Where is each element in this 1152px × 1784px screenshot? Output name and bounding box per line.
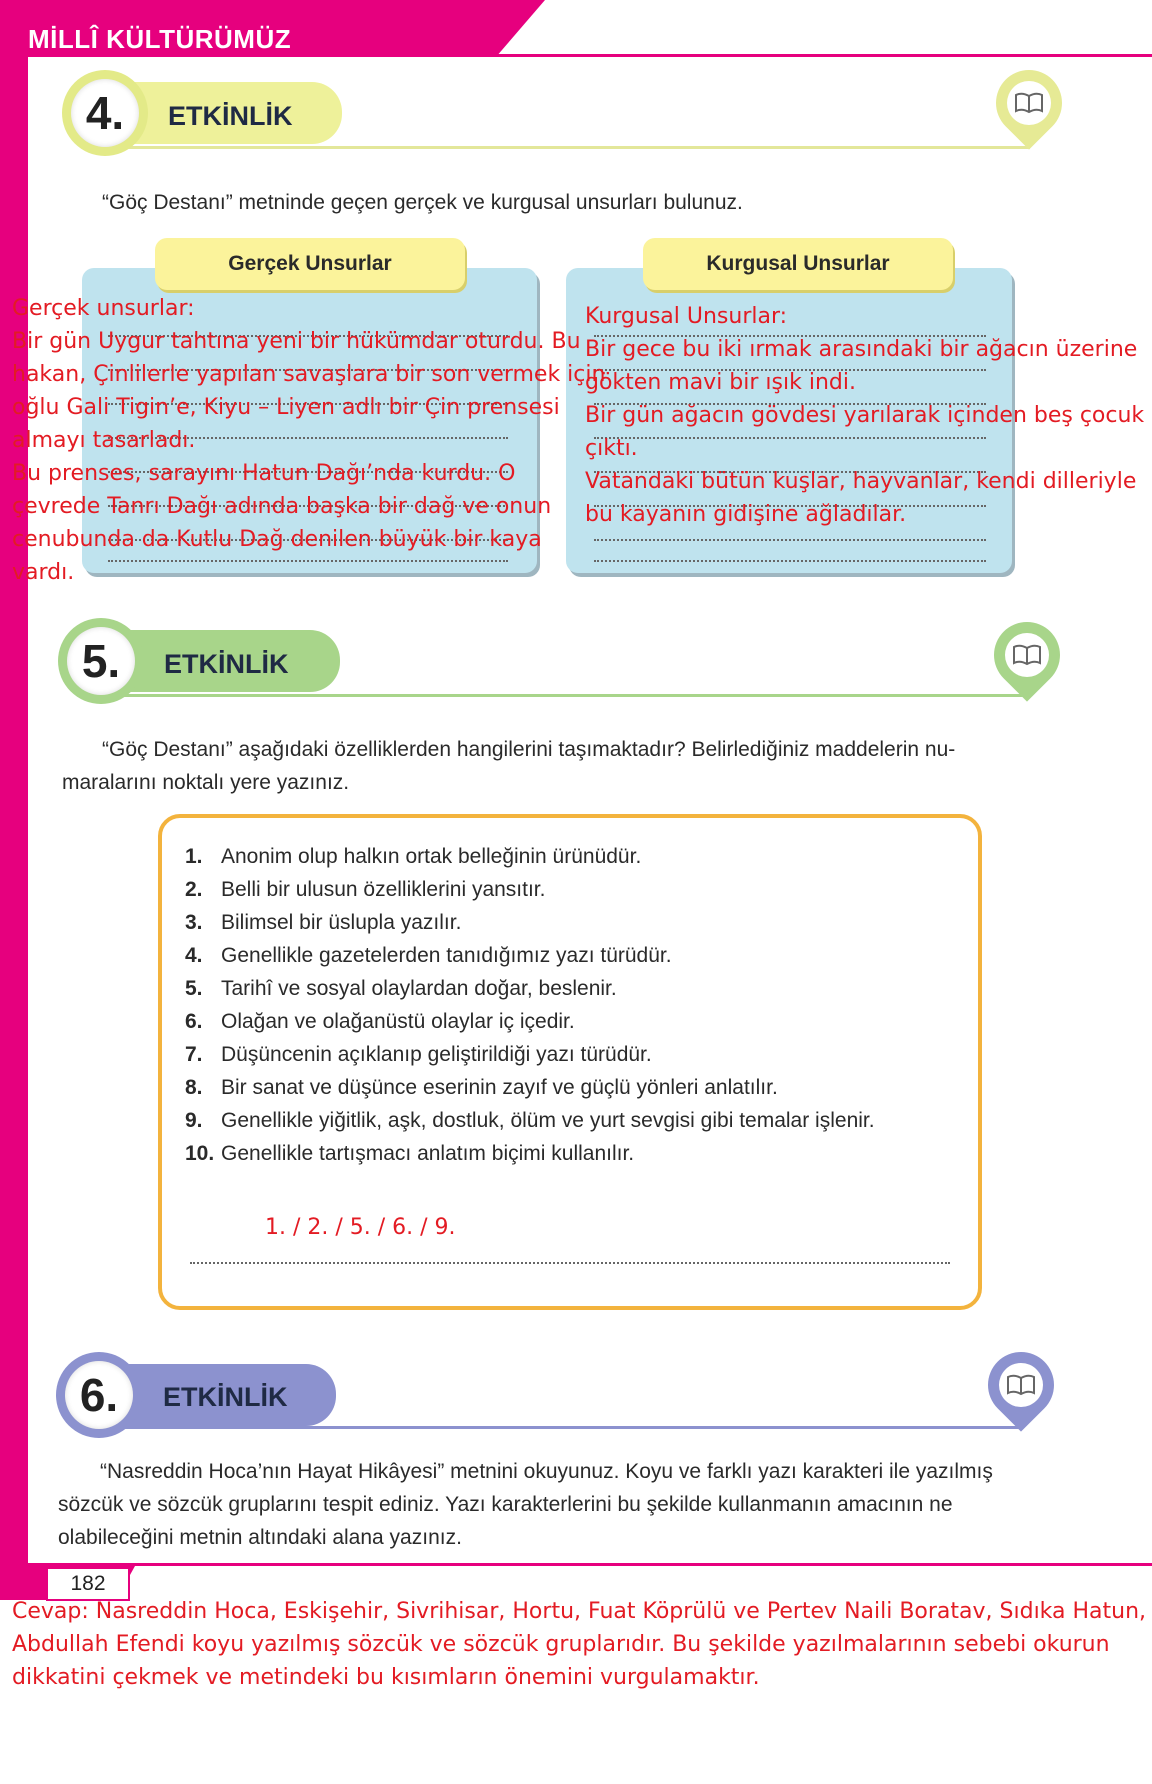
dotted-line — [594, 539, 986, 541]
footer-rule — [0, 1563, 1152, 1566]
unit-title: MİLLÎ KÜLTÜRÜMÜZ — [28, 24, 292, 54]
book-icon — [1005, 633, 1049, 677]
activity-4-label: ETKİNLİK — [168, 101, 293, 131]
activity-5-instruction-line-1: “Göç Destanı” aşağıdaki özelliklerden hangilerini taşımaktadır? Belirlediğiniz maddelerin nu- — [102, 738, 956, 761]
answer-line: gökten mavi bir ışık indi. — [585, 370, 856, 395]
list-item: 9. Genellikle yiğitlik, aşk, dostluk, ölüm ve yurt sevgisi gibi temalar işlenir. — [185, 1109, 875, 1132]
answer-line: oğlu Gali Tigin’e, Kiyu – Liyen adlı bir Çin prensesi — [12, 395, 560, 420]
activity-6-instruction-line-3: olabileceğini metnin altındaki alana yazınız. — [58, 1526, 462, 1549]
list-item: 2. Belli bir ulusun özelliklerini yansıtır. — [185, 878, 546, 901]
activity-6-instruction-line-1: “Nasreddin Hoca’nın Hayat Hikâyesi” metnini okuyunuz. Koyu ve farklı yazı karakteri ile yazılmış — [100, 1460, 993, 1483]
answer-line: hakan, Çinlilerle yapılan savaşlara bir son vermek için — [12, 362, 606, 387]
activity-6-badge — [56, 1352, 142, 1438]
activity-5-rule — [100, 694, 1030, 697]
activity-6-number: 6. — [65, 1361, 133, 1429]
activity-5-instruction-line-2: maralarını noktalı yere yazınız. — [62, 771, 350, 794]
answer-line: çıktı. — [585, 436, 638, 461]
fictional-elements-answer — [585, 300, 1150, 531]
list-item: 5. Tarihî ve sosyal olaylardan doğar, beslenir. — [185, 977, 617, 1000]
list-item: 7. Düşüncenin açıklanıp geliştirildiği yazı türüdür. — [185, 1043, 652, 1066]
answer-line: Bir gece bu iki ırmak arasındaki bir ağacın üzerine — [585, 337, 1138, 362]
real-elements-answer — [12, 292, 606, 589]
book-icon — [999, 1363, 1043, 1407]
activity-5-book-pin — [980, 608, 1073, 701]
answer-line: Gerçek unsurlar: — [12, 296, 195, 321]
page-number: 182 — [46, 1567, 130, 1601]
list-item: 6. Olağan ve olağanüstü olaylar iç içedir. — [185, 1010, 575, 1033]
answer-line: Vatandaki bütün kuşlar, hayvanlar, kendi dilleriyle — [585, 469, 1137, 494]
list-item: 4. Genellikle gazetelerden tanıdığımız yazı türüdür. — [185, 944, 672, 967]
list-item: 10. Genellikle tartışmacı anlatım biçimi kullanılır. — [185, 1142, 635, 1165]
activity-6-book-pin — [974, 1338, 1067, 1431]
activity-6-instruction-line-2: sözcük ve sözcük gruplarını tespit ediniz. Yazı karakterlerini bu şekilde kullanmanın amacının ne — [58, 1493, 953, 1516]
activity-5-answer: 1. / 2. / 5. / 6. / 9. — [265, 1215, 456, 1240]
activity-5-number: 5. — [67, 627, 135, 695]
answer-line: Kurgusal Unsurlar: — [585, 304, 788, 329]
answer-line: Cevap: Nasreddin Hoca, Eskişehir, Sivrihisar, Hortu, Fuat Köprülü ve Pertev Naili Boratav, Sıdıka Hatun, — [12, 1599, 1147, 1624]
activity-4-instruction: “Göç Destanı” metninde geçen gerçek ve kurgusal unsurları bulunuz. — [102, 191, 743, 214]
left-margin-strip — [0, 0, 28, 1575]
real-elements-tab: Gerçek Unsurlar — [155, 238, 465, 290]
activity-5-badge — [58, 618, 144, 704]
list-item: 1. Anonim olup halkın ortak belleğinin ürünüdür. — [185, 845, 642, 868]
activity-4-book-pin — [982, 56, 1075, 149]
activity-6-answer — [12, 1595, 1147, 1694]
answer-line: cenubunda da Kutlu Dağ denilen büyük bir kaya — [12, 527, 542, 552]
answer-line: Abdullah Efendi koyu yazılmış sözcük ve sözcük gruplarıdır. Bu şekilde yazılmalarının sebebi okurun — [12, 1632, 1110, 1657]
activity-6-rule — [100, 1426, 1020, 1429]
answer-line: Bir gün Uygur tahtına yeni bir hükümdar oturdu. Bu — [12, 329, 581, 354]
fictional-elements-tab: Kurgusal Unsurlar — [643, 238, 953, 290]
answer-line: bu kayanın gidişine ağladılar. — [585, 502, 907, 527]
book-icon — [1007, 81, 1051, 125]
answer-line: almayı tasarladı. — [12, 428, 196, 453]
answer-dotted-line — [190, 1262, 950, 1264]
answer-line: çevrede Tanrı Dağı adında başka bir dağ ve onun — [12, 494, 552, 519]
answer-line: Bu prenses, sarayını Hatun Dağı’nda kurdu. O — [12, 461, 516, 486]
activity-4-badge — [62, 70, 148, 156]
list-item: 3. Bilimsel bir üslupla yazılır. — [185, 911, 462, 934]
activity-4-rule — [100, 146, 1030, 149]
answer-line: dikkatini çekmek ve metindeki bu kısımların önemini vurgulamaktır. — [12, 1665, 760, 1690]
activity-4-number: 4. — [71, 79, 139, 147]
activity-6-label: ETKİNLİK — [163, 1382, 288, 1412]
answer-line: Bir gün ağacın gövdesi yarılarak içinden beş çocuk — [585, 403, 1145, 428]
dotted-line — [594, 560, 986, 562]
answer-line: vardı. — [12, 560, 75, 585]
activity-5-label: ETKİNLİK — [164, 649, 289, 679]
list-item: 8. Bir sanat ve düşünce eserinin zayıf ve güçlü yönleri anlatılır. — [185, 1076, 778, 1099]
